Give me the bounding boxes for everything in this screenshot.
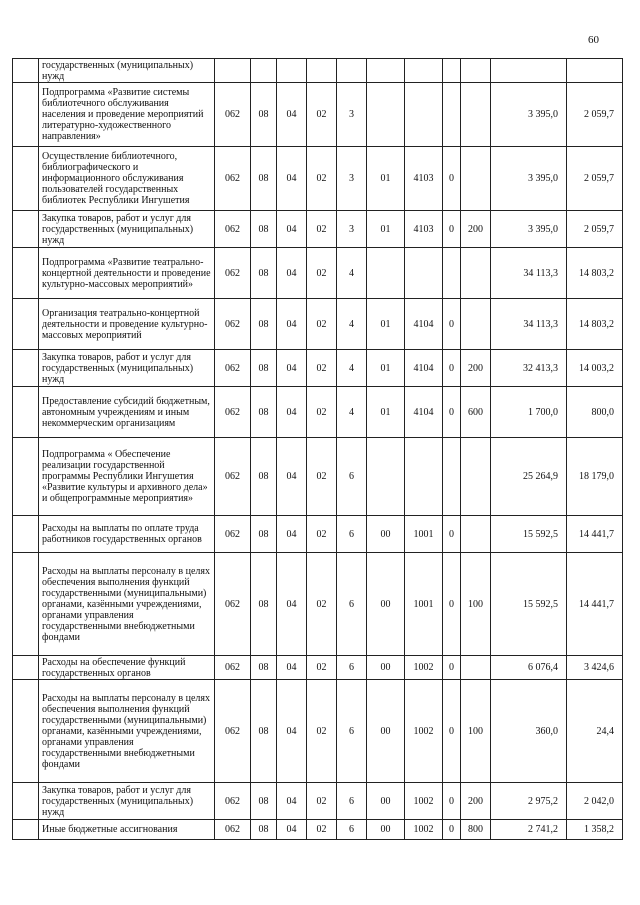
code-cell: 062 xyxy=(215,387,251,438)
code-cell: 100 xyxy=(461,553,491,656)
code-cell: 02 xyxy=(307,350,337,387)
code-cell xyxy=(443,248,461,299)
code-cell: 062 xyxy=(215,248,251,299)
item-name-cell: Подпрограмма «Развитие театрально-концертной деятельности и проведение культурно-массовых мероприятий» xyxy=(39,248,215,299)
code-cell: 02 xyxy=(307,211,337,248)
amount-cell xyxy=(491,59,567,83)
code-cell xyxy=(367,83,405,147)
blank-cell xyxy=(13,299,39,350)
code-cell xyxy=(461,147,491,211)
amount-cell: 360,0 xyxy=(491,680,567,783)
code-cell: 04 xyxy=(277,83,307,147)
blank-cell xyxy=(13,387,39,438)
table-row xyxy=(13,680,623,783)
item-name-cell: Закупка товаров, работ и услуг для государственных (муниципальных) нужд xyxy=(39,350,215,387)
item-name-cell: Расходы на выплаты по оплате труда работников государственных органов xyxy=(39,516,215,553)
code-cell: 08 xyxy=(251,680,277,783)
code-cell: 4 xyxy=(337,350,367,387)
code-cell: 04 xyxy=(277,147,307,211)
amount-cell: 14 441,7 xyxy=(567,516,623,553)
code-cell: 08 xyxy=(251,147,277,211)
item-name-cell: Расходы на выплаты персоналу в целях обеспечения выполнения функций государственными (муниципальными) органами, казёнными учреждениями, органами управления государственными внебюджетными фондами xyxy=(39,680,215,783)
code-cell xyxy=(215,59,251,83)
code-cell: 08 xyxy=(251,438,277,516)
code-cell: 6 xyxy=(337,516,367,553)
code-cell xyxy=(367,248,405,299)
code-cell: 4103 xyxy=(405,211,443,248)
code-cell: 02 xyxy=(307,656,337,680)
code-cell: 1002 xyxy=(405,820,443,840)
table-row xyxy=(13,387,623,438)
blank-cell xyxy=(13,783,39,820)
code-cell: 04 xyxy=(277,438,307,516)
table-row xyxy=(13,299,623,350)
table-row xyxy=(13,83,623,147)
code-cell: 1001 xyxy=(405,516,443,553)
table-row xyxy=(13,516,623,553)
code-cell: 08 xyxy=(251,820,277,840)
code-cell: 0 xyxy=(443,656,461,680)
blank-cell xyxy=(13,350,39,387)
code-cell: 1002 xyxy=(405,783,443,820)
table-row xyxy=(13,211,623,248)
code-cell: 4 xyxy=(337,299,367,350)
table-row xyxy=(13,350,623,387)
table-row xyxy=(13,248,623,299)
code-cell: 04 xyxy=(277,299,307,350)
amount-cell: 14 003,2 xyxy=(567,350,623,387)
code-cell xyxy=(405,248,443,299)
code-cell: 3 xyxy=(337,83,367,147)
code-cell: 01 xyxy=(367,387,405,438)
table-row xyxy=(13,59,623,83)
code-cell: 0 xyxy=(443,553,461,656)
blank-cell xyxy=(13,553,39,656)
code-cell: 200 xyxy=(461,211,491,248)
code-cell xyxy=(251,59,277,83)
amount-cell: 14 803,2 xyxy=(567,248,623,299)
amount-cell: 3 395,0 xyxy=(491,83,567,147)
amount-cell: 3 424,6 xyxy=(567,656,623,680)
code-cell: 062 xyxy=(215,147,251,211)
code-cell: 4 xyxy=(337,248,367,299)
code-cell: 08 xyxy=(251,516,277,553)
table-row xyxy=(13,783,623,820)
code-cell: 02 xyxy=(307,553,337,656)
code-cell: 6 xyxy=(337,820,367,840)
code-cell: 062 xyxy=(215,783,251,820)
amount-cell: 800,0 xyxy=(567,387,623,438)
item-name-cell: Закупка товаров, работ и услуг для государственных (муниципальных) нужд xyxy=(39,783,215,820)
code-cell: 062 xyxy=(215,820,251,840)
item-name-cell: Предоставление субсидий бюджетным, автономным учреждениям и иным некоммерческим организациям xyxy=(39,387,215,438)
table-row xyxy=(13,438,623,516)
code-cell: 04 xyxy=(277,820,307,840)
amount-cell: 24,4 xyxy=(567,680,623,783)
table-row xyxy=(13,656,623,680)
code-cell: 0 xyxy=(443,783,461,820)
code-cell xyxy=(405,83,443,147)
code-cell: 04 xyxy=(277,680,307,783)
item-name-cell: Подпрограмма «Развитие системы библиотечного обслуживания населения и проведение мероприятий литературно-художественного направления» xyxy=(39,83,215,147)
code-cell: 08 xyxy=(251,656,277,680)
item-name-cell: Расходы на обеспечение функций государственных органов xyxy=(39,656,215,680)
code-cell xyxy=(405,438,443,516)
code-cell: 08 xyxy=(251,783,277,820)
code-cell xyxy=(461,83,491,147)
item-name-cell: Иные бюджетные ассигнования xyxy=(39,820,215,840)
table-row xyxy=(13,820,623,840)
code-cell: 08 xyxy=(251,387,277,438)
code-cell: 04 xyxy=(277,656,307,680)
code-cell xyxy=(337,59,367,83)
code-cell xyxy=(307,59,337,83)
code-cell: 01 xyxy=(367,299,405,350)
amount-cell: 1 700,0 xyxy=(491,387,567,438)
amount-cell: 14 803,2 xyxy=(567,299,623,350)
blank-cell xyxy=(13,83,39,147)
code-cell: 062 xyxy=(215,438,251,516)
item-name-cell: Организация театрально-концертной деятельности и проведение культурно-массовых мероприятий xyxy=(39,299,215,350)
code-cell: 0 xyxy=(443,516,461,553)
code-cell: 00 xyxy=(367,680,405,783)
table-row xyxy=(13,553,623,656)
code-cell xyxy=(443,59,461,83)
code-cell: 6 xyxy=(337,783,367,820)
code-cell: 6 xyxy=(337,680,367,783)
code-cell: 0 xyxy=(443,820,461,840)
code-cell: 02 xyxy=(307,820,337,840)
amount-cell: 25 264,9 xyxy=(491,438,567,516)
blank-cell xyxy=(13,438,39,516)
code-cell: 100 xyxy=(461,680,491,783)
code-cell: 01 xyxy=(367,350,405,387)
code-cell xyxy=(367,438,405,516)
code-cell: 4103 xyxy=(405,147,443,211)
code-cell: 00 xyxy=(367,820,405,840)
code-cell: 04 xyxy=(277,553,307,656)
item-name-cell: государственных (муниципальных) нужд xyxy=(39,59,215,83)
blank-cell xyxy=(13,59,39,83)
code-cell: 062 xyxy=(215,516,251,553)
code-cell: 4104 xyxy=(405,350,443,387)
blank-cell xyxy=(13,211,39,248)
code-cell: 02 xyxy=(307,147,337,211)
code-cell: 6 xyxy=(337,656,367,680)
code-cell: 00 xyxy=(367,783,405,820)
code-cell: 02 xyxy=(307,516,337,553)
code-cell xyxy=(461,516,491,553)
code-cell: 800 xyxy=(461,820,491,840)
code-cell xyxy=(277,59,307,83)
item-name-cell: Подпрограмма « Обеспечение реализации государственной программы Республики Ингушетия «Развитие культуры и архивного дела» и общепрограммные мероприятия» xyxy=(39,438,215,516)
code-cell: 04 xyxy=(277,783,307,820)
code-cell: 02 xyxy=(307,387,337,438)
code-cell: 02 xyxy=(307,248,337,299)
code-cell xyxy=(461,299,491,350)
amount-cell: 15 592,5 xyxy=(491,516,567,553)
code-cell: 200 xyxy=(461,783,491,820)
code-cell: 01 xyxy=(367,147,405,211)
item-name-cell: Осуществление библиотечного, библиографического и информационного обслуживания пользователей государственных библиотек Республики Ингушетия xyxy=(39,147,215,211)
blank-cell xyxy=(13,680,39,783)
code-cell: 1001 xyxy=(405,553,443,656)
amount-cell: 2 059,7 xyxy=(567,147,623,211)
code-cell: 4104 xyxy=(405,387,443,438)
code-cell: 0 xyxy=(443,299,461,350)
code-cell: 062 xyxy=(215,299,251,350)
blank-cell xyxy=(13,248,39,299)
amount-cell: 2 059,7 xyxy=(567,83,623,147)
code-cell: 01 xyxy=(367,211,405,248)
budget-table xyxy=(12,58,623,840)
code-cell xyxy=(461,59,491,83)
item-name-cell: Закупка товаров, работ и услуг для государственных (муниципальных) нужд xyxy=(39,211,215,248)
amount-cell: 6 076,4 xyxy=(491,656,567,680)
code-cell: 0 xyxy=(443,211,461,248)
table-row xyxy=(13,147,623,211)
code-cell: 1002 xyxy=(405,656,443,680)
amount-cell: 32 413,3 xyxy=(491,350,567,387)
code-cell: 062 xyxy=(215,350,251,387)
code-cell: 00 xyxy=(367,656,405,680)
code-cell xyxy=(461,656,491,680)
code-cell: 062 xyxy=(215,211,251,248)
amount-cell: 2 975,2 xyxy=(491,783,567,820)
code-cell xyxy=(367,59,405,83)
code-cell: 04 xyxy=(277,211,307,248)
amount-cell: 2 042,0 xyxy=(567,783,623,820)
code-cell xyxy=(461,248,491,299)
blank-cell xyxy=(13,820,39,840)
code-cell: 02 xyxy=(307,783,337,820)
code-cell: 6 xyxy=(337,553,367,656)
amount-cell: 3 395,0 xyxy=(491,211,567,248)
code-cell: 4 xyxy=(337,387,367,438)
code-cell xyxy=(443,438,461,516)
code-cell: 04 xyxy=(277,516,307,553)
code-cell: 200 xyxy=(461,350,491,387)
code-cell: 0 xyxy=(443,680,461,783)
code-cell: 600 xyxy=(461,387,491,438)
amount-cell: 18 179,0 xyxy=(567,438,623,516)
code-cell: 02 xyxy=(307,680,337,783)
code-cell: 1002 xyxy=(405,680,443,783)
code-cell: 4104 xyxy=(405,299,443,350)
amount-cell: 14 441,7 xyxy=(567,553,623,656)
amount-cell: 34 113,3 xyxy=(491,299,567,350)
code-cell: 02 xyxy=(307,83,337,147)
code-cell: 08 xyxy=(251,553,277,656)
code-cell: 08 xyxy=(251,248,277,299)
code-cell: 062 xyxy=(215,553,251,656)
amount-cell: 15 592,5 xyxy=(491,553,567,656)
code-cell: 3 xyxy=(337,147,367,211)
page-number: 60 xyxy=(588,34,599,46)
code-cell xyxy=(405,59,443,83)
amount-cell: 2 741,2 xyxy=(491,820,567,840)
code-cell xyxy=(443,83,461,147)
code-cell xyxy=(461,438,491,516)
code-cell: 062 xyxy=(215,656,251,680)
amount-cell: 34 113,3 xyxy=(491,248,567,299)
blank-cell xyxy=(13,656,39,680)
code-cell: 062 xyxy=(215,83,251,147)
item-name-cell: Расходы на выплаты персоналу в целях обеспечения выполнения функций государственными (муниципальными) органами, казёнными учреждениями, органами управления государственными внебюджетными фондами xyxy=(39,553,215,656)
code-cell: 08 xyxy=(251,211,277,248)
code-cell: 04 xyxy=(277,350,307,387)
code-cell: 02 xyxy=(307,438,337,516)
blank-cell xyxy=(13,516,39,553)
code-cell: 04 xyxy=(277,248,307,299)
amount-cell xyxy=(567,59,623,83)
amount-cell: 2 059,7 xyxy=(567,211,623,248)
code-cell: 02 xyxy=(307,299,337,350)
code-cell: 0 xyxy=(443,147,461,211)
code-cell: 0 xyxy=(443,387,461,438)
code-cell: 00 xyxy=(367,553,405,656)
amount-cell: 1 358,2 xyxy=(567,820,623,840)
code-cell: 3 xyxy=(337,211,367,248)
code-cell: 062 xyxy=(215,680,251,783)
code-cell: 6 xyxy=(337,438,367,516)
code-cell: 04 xyxy=(277,387,307,438)
code-cell: 08 xyxy=(251,350,277,387)
table-body xyxy=(13,59,623,840)
blank-cell xyxy=(13,147,39,211)
code-cell: 0 xyxy=(443,350,461,387)
code-cell: 00 xyxy=(367,516,405,553)
code-cell: 08 xyxy=(251,299,277,350)
amount-cell: 3 395,0 xyxy=(491,147,567,211)
code-cell: 08 xyxy=(251,83,277,147)
